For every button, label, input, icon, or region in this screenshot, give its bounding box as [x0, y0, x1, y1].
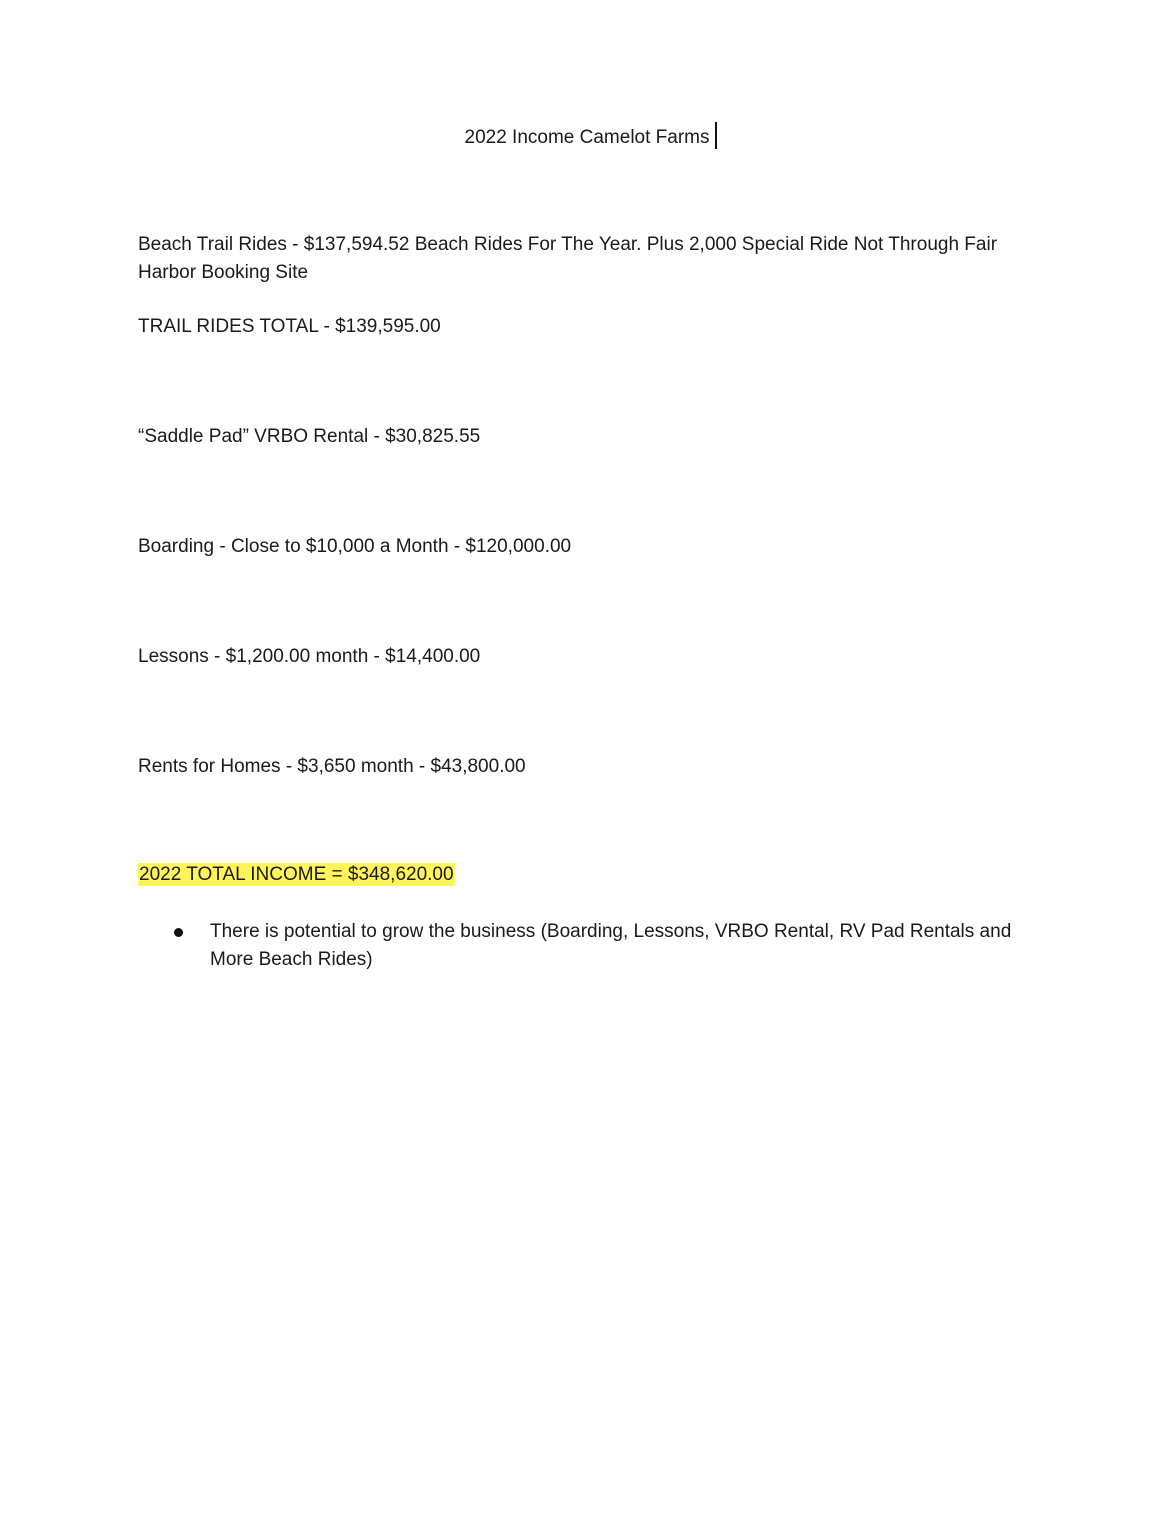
boarding-line: Boarding - Close to $10,000 a Month - $120,000.00 — [138, 536, 572, 557]
lessons-line: Lessons - $1,200.00 month - $14,400.00 — [138, 646, 481, 667]
text-cursor — [715, 122, 717, 149]
document-title — [465, 122, 717, 152]
saddle-pad-line: “Saddle Pad” VRBO Rental - $30,825.55 — [138, 426, 481, 447]
rents-line: Rents for Homes - $3,650 month - $43,800.00 — [138, 756, 526, 777]
title-row — [0, 122, 1153, 152]
total-income-highlight: 2022 TOTAL INCOME = $348,620.00 — [139, 864, 454, 885]
document-title-text: 2022 Income Camelot Farms — [464, 127, 710, 148]
bullet-dot-icon — [174, 928, 183, 937]
total-income-line — [138, 861, 1038, 889]
trail-rides-total-line: TRAIL RIDES TOTAL - $139,595.00 — [138, 316, 441, 337]
beach-trail-rides-line: Beach Trail Rides - $137,594.52 Beach Rides For The Year. Plus 2,000 Special Ride Not Through Fair Harbor Booking Site — [138, 234, 998, 283]
bullet-item: There is potential to grow the business (Boarding, Lessons, VRBO Rental, RV Pad Rentals and More Beach Rides) — [210, 921, 1012, 970]
